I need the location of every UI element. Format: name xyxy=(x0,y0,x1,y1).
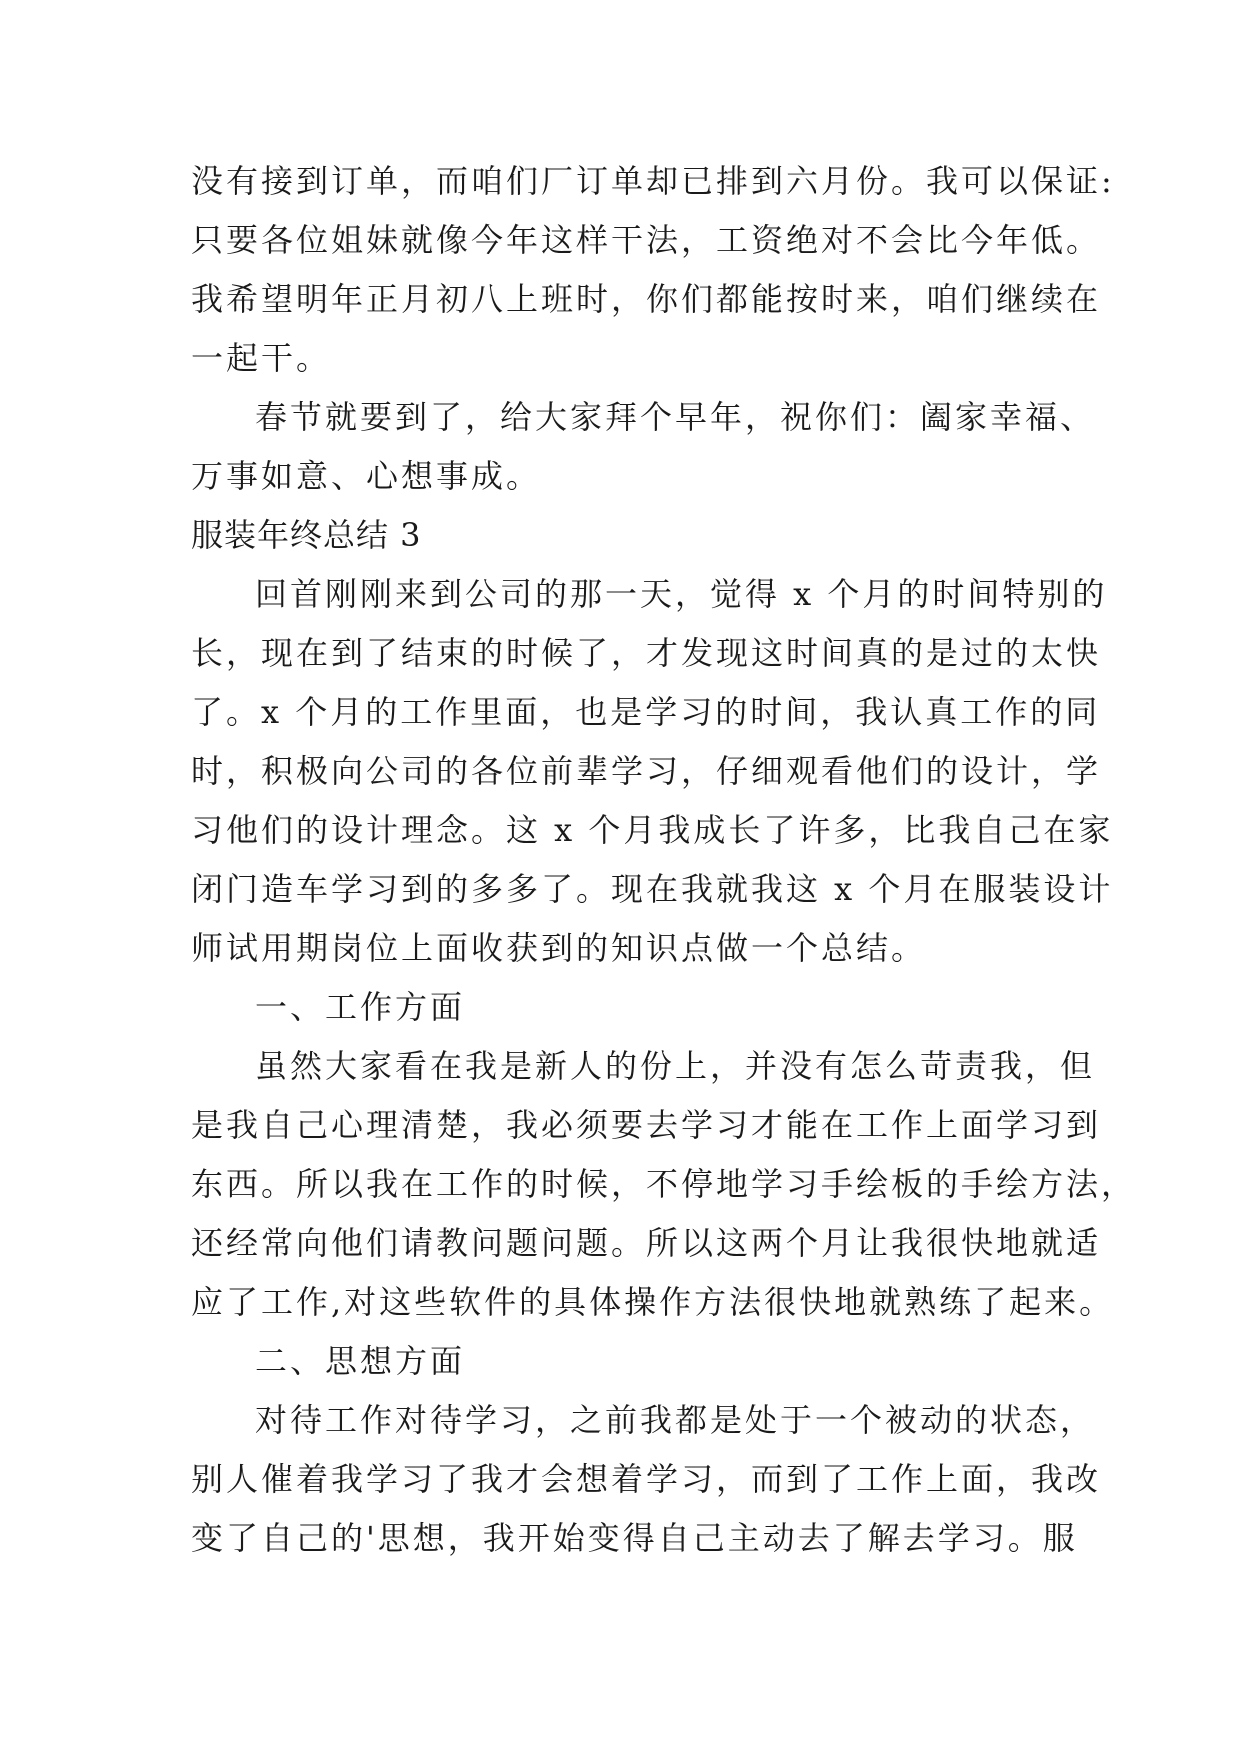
text-line: 习他们的设计理念。这 x 个月我成长了许多，比我自己在家 xyxy=(191,811,1114,849)
text-line: 东西。所以我在工作的时候，不停地学习手绘板的手绘方法， xyxy=(191,1165,1137,1203)
text-line: 师试用期岗位上面收获到的知识点做一个总结。 xyxy=(191,929,927,967)
text-line: 回首刚刚来到公司的那一天，觉得 x 个月的时间特别的 xyxy=(255,575,1108,613)
text-line: 一、工作方面 xyxy=(255,988,466,1026)
text-line: 是我自己心理清楚，我必须要去学习才能在工作上面学习到 xyxy=(191,1106,1102,1144)
text-line: 虽然大家看在我是新人的份上，并没有怎么苛责我，但 xyxy=(255,1047,1096,1085)
text-line: 时，积极向公司的各位前辈学习，仔细观看他们的设计，学 xyxy=(191,752,1102,790)
text-line: 只要各位姐妹就像今年这样干法，工资绝对不会比今年低。 xyxy=(191,221,1102,259)
section-heading: 服装年终总结 3 xyxy=(191,516,422,554)
text-line: 春节就要到了，给大家拜个早年，祝你们：阖家幸福、 xyxy=(255,398,1096,436)
text-line: 长，现在到了结束的时候了，才发现这时间真的是过的太快 xyxy=(191,634,1102,672)
text-line: 别人催着我学习了我才会想着学习，而到了工作上面，我改 xyxy=(191,1460,1102,1498)
text-line: 对待工作对待学习，之前我都是处于一个被动的状态， xyxy=(255,1401,1096,1439)
text-line: 应了工作,对这些软件的具体操作方法很快地就熟练了起来。 xyxy=(191,1283,1115,1321)
text-line: 二、思想方面 xyxy=(255,1342,466,1380)
text-line: 还经常向他们请教问题问题。所以这两个月让我很快地就适 xyxy=(191,1224,1102,1262)
text-line: 没有接到订单，而咱们厂订单却已排到六月份。我可以保证: xyxy=(191,162,1115,200)
text-line: 了。x 个月的工作里面，也是学习的时间，我认真工作的同 xyxy=(191,693,1101,731)
document-body xyxy=(191,152,1137,1568)
text-line: 万事如意、心想事成。 xyxy=(191,457,542,495)
text-line: 闭门造车学习到的多多了。现在我就我这 x 个月在服装设计 xyxy=(191,870,1114,908)
text-line: 变了自己的'思想，我开始变得自己主动去了解去学习。服 xyxy=(191,1519,1078,1557)
text-line: 我希望明年正月初八上班时，你们都能按时来，咱们继续在 xyxy=(191,280,1102,318)
text-line: 一起干。 xyxy=(191,339,332,377)
